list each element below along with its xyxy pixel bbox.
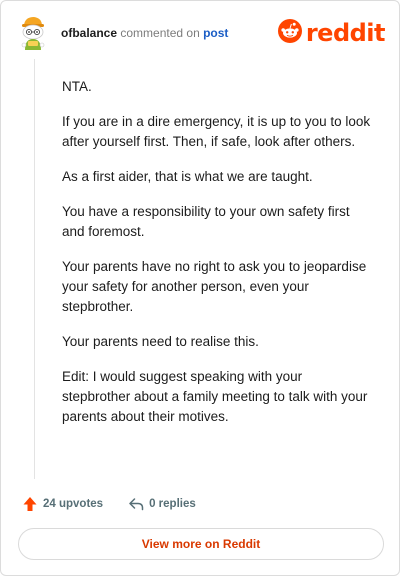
comment-paragraph: You have a responsibility to your own safety first and foremost. xyxy=(62,204,350,239)
reddit-logo[interactable] xyxy=(278,19,385,47)
author-link[interactable]: ofbalance xyxy=(61,26,118,40)
comment-header xyxy=(17,15,385,55)
upvote-stat[interactable] xyxy=(17,496,103,512)
comment-paragraph: Your parents need to realise this. xyxy=(62,334,259,349)
comment-paragraph: NTA. xyxy=(62,79,92,94)
reddit-snoo-icon xyxy=(278,19,302,48)
view-more-button[interactable]: View more on Reddit xyxy=(18,528,384,560)
post-link[interactable]: post xyxy=(203,26,229,40)
comment-paragraph: Your parents have no right to ask you to jeopardise your safety for another person, even your stepbrother. xyxy=(62,259,367,314)
comment-body xyxy=(62,77,372,442)
upvotes-count: 24 upvotes xyxy=(43,498,104,510)
reply-arrow-icon xyxy=(128,497,144,511)
reddit-wordmark: reddit xyxy=(305,19,385,47)
comment-action-text: commented on xyxy=(120,26,200,40)
comment-paragraph: Edit: I would suggest speaking with your stepbrother about a family meeting to talk with your parents about their motives. xyxy=(62,369,368,424)
comment-stats xyxy=(17,495,196,513)
upvote-arrow-icon xyxy=(23,496,37,512)
comment-meta xyxy=(61,26,228,40)
replies-count: 0 replies xyxy=(149,498,196,510)
snoo-avatar-icon[interactable] xyxy=(17,15,49,51)
replies-stat[interactable] xyxy=(123,497,196,511)
thread-line xyxy=(34,59,35,479)
comment-paragraph: As a first aider, that is what we are taught. xyxy=(62,169,313,184)
comment-paragraph: If you are in a dire emergency, it is up to you to look after yourself first. Then, if safe, look after others. xyxy=(62,114,371,149)
